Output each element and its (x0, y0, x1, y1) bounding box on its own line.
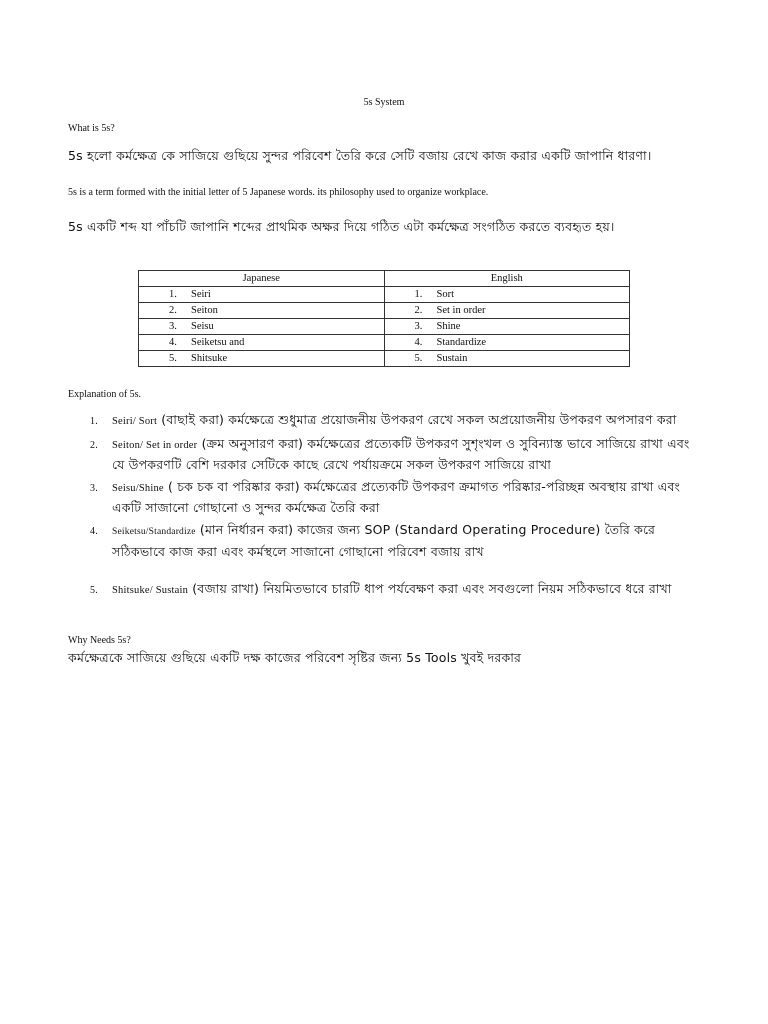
japanese-term: Seisu (191, 321, 214, 332)
definition-bangla: 5s হলো কর্মক্ষেত্র কে সাজিয়ে গুছিয়ে সুন্দর পরিবেশ তৈরি করে সেটি বজায় রেখে কাজ করার একটি জাপানি ধারণা। (68, 148, 652, 163)
why-text: কর্মক্ষেত্রকে সাজিয়ে গুছিয়ে একটি দক্ষ কাজের পরিবেশ সৃষ্টির জন্য 5s Tools খুবই দরকার (68, 650, 522, 665)
list-item (90, 434, 700, 474)
explanation-heading: Explanation of 5s. (68, 389, 142, 400)
table-row (139, 319, 630, 335)
item-description: (বাছাই করা) কর্মক্ষেত্রে শুধুমাত্র প্রয়োজনীয় উপকরণ রেখে সকল অপ্রয়োজনীয় উপকরণ অপসারণ করা (161, 412, 677, 427)
english-term: Sort (436, 289, 455, 300)
japanese-term: Shitsuke (191, 353, 228, 364)
row-number: 3. (169, 321, 177, 332)
item-number: 4. (90, 526, 98, 537)
item-number: 2. (90, 440, 98, 451)
item-description: (বজায় রাখা) নিয়মিতভাবে চারটি ধাপ পর্যবেক্ষণ করা এবং সবগুলো নিয়ম সঠিকভাবে ধরে রাখা (192, 581, 672, 596)
item-number: 3. (90, 483, 98, 494)
item-description: (ক্রম অনুসারণ করা) কর্মক্ষেত্রের প্রত্যেকটি উপকরণ সুশৃংখল ও সুবিন্যাস্ত ভাবে সাজিয়ে রাখা এবং যে উপকরণটি বেশি দরকার সেটিকে কাছে রেখে পর্যায়ক্রমে সকল উপকরণ সাজিয়ে রাখা (112, 436, 690, 472)
item-term: Seiketsu/Standardize (112, 527, 196, 537)
list-item (90, 477, 700, 517)
why-heading: Why Needs 5s? (68, 635, 131, 646)
table-row (139, 303, 630, 319)
row-number: 3. (414, 321, 423, 332)
terms-table (138, 270, 630, 367)
explanation-list (90, 410, 700, 603)
row-number: 2. (169, 305, 177, 316)
row-number: 1. (414, 289, 423, 300)
definition-bangla-2: 5s একটি শব্দ যা পাঁচটি জাপানি শব্দের প্রাথমিক অক্ষর দিয়ে গঠিত এটা কর্মক্ষেত্র সংগঠিত করতে ব্যবহৃত হয়। (68, 219, 615, 234)
item-term: Seiri/ Sort (112, 416, 158, 427)
english-term: Set in order (436, 305, 486, 316)
what-heading: What is 5s? (68, 123, 115, 134)
english-term: Standardize (436, 337, 487, 348)
table-row (139, 335, 630, 351)
english-term: Sustain (436, 353, 468, 364)
item-term: Seisu/Shine (112, 483, 164, 494)
row-number: 5. (414, 353, 423, 364)
document-title: 5s System (363, 97, 405, 108)
column-header-japanese: Japanese (139, 271, 385, 287)
japanese-term: Seiton (191, 305, 218, 316)
row-number: 5. (169, 353, 177, 364)
japanese-term: Seiri (191, 289, 211, 300)
row-number: 4. (414, 337, 423, 348)
item-term: Seiton/ Set in order (112, 440, 198, 451)
column-header-english: English (384, 271, 630, 287)
row-number: 4. (169, 337, 177, 348)
item-term: Shitsuke/ Sustain (112, 585, 189, 596)
list-item (90, 520, 700, 561)
row-number: 2. (414, 305, 423, 316)
item-number: 5. (90, 585, 98, 596)
item-number: 1. (90, 416, 98, 427)
list-item (90, 410, 700, 431)
table-header-row (139, 271, 630, 287)
definition-english: 5s is a term formed with the initial letter of 5 Japanese words. its philosophy used to organize workplace. (68, 187, 489, 198)
table-row (139, 351, 630, 367)
japanese-term: Seiketsu and (191, 337, 245, 348)
item-description: ( চক চক বা পরিষ্কার করা) কর্মক্ষেত্রের প্রত্যেকটি উপকরণ ক্রমাগত পরিষ্কার-পরিচ্ছন্ন অবস্থায় রাখা এবং একটি সাজানো গোছানো ও সুন্দর কর্মক্ষেত্র তৈরি করা (112, 479, 681, 515)
english-term: Shine (436, 321, 461, 332)
list-item (90, 579, 700, 600)
table-row (139, 287, 630, 303)
row-number: 1. (169, 289, 177, 300)
item-description: (মান নির্ধারন করা) কাজের জন্য SOP (Standard Operating Procedure) তৈরি করে সঠিকভাবে কাজ করা এবং কর্মস্থলে সাজানো গোছানো পরিবেশ বজায় রাখ (112, 522, 656, 559)
